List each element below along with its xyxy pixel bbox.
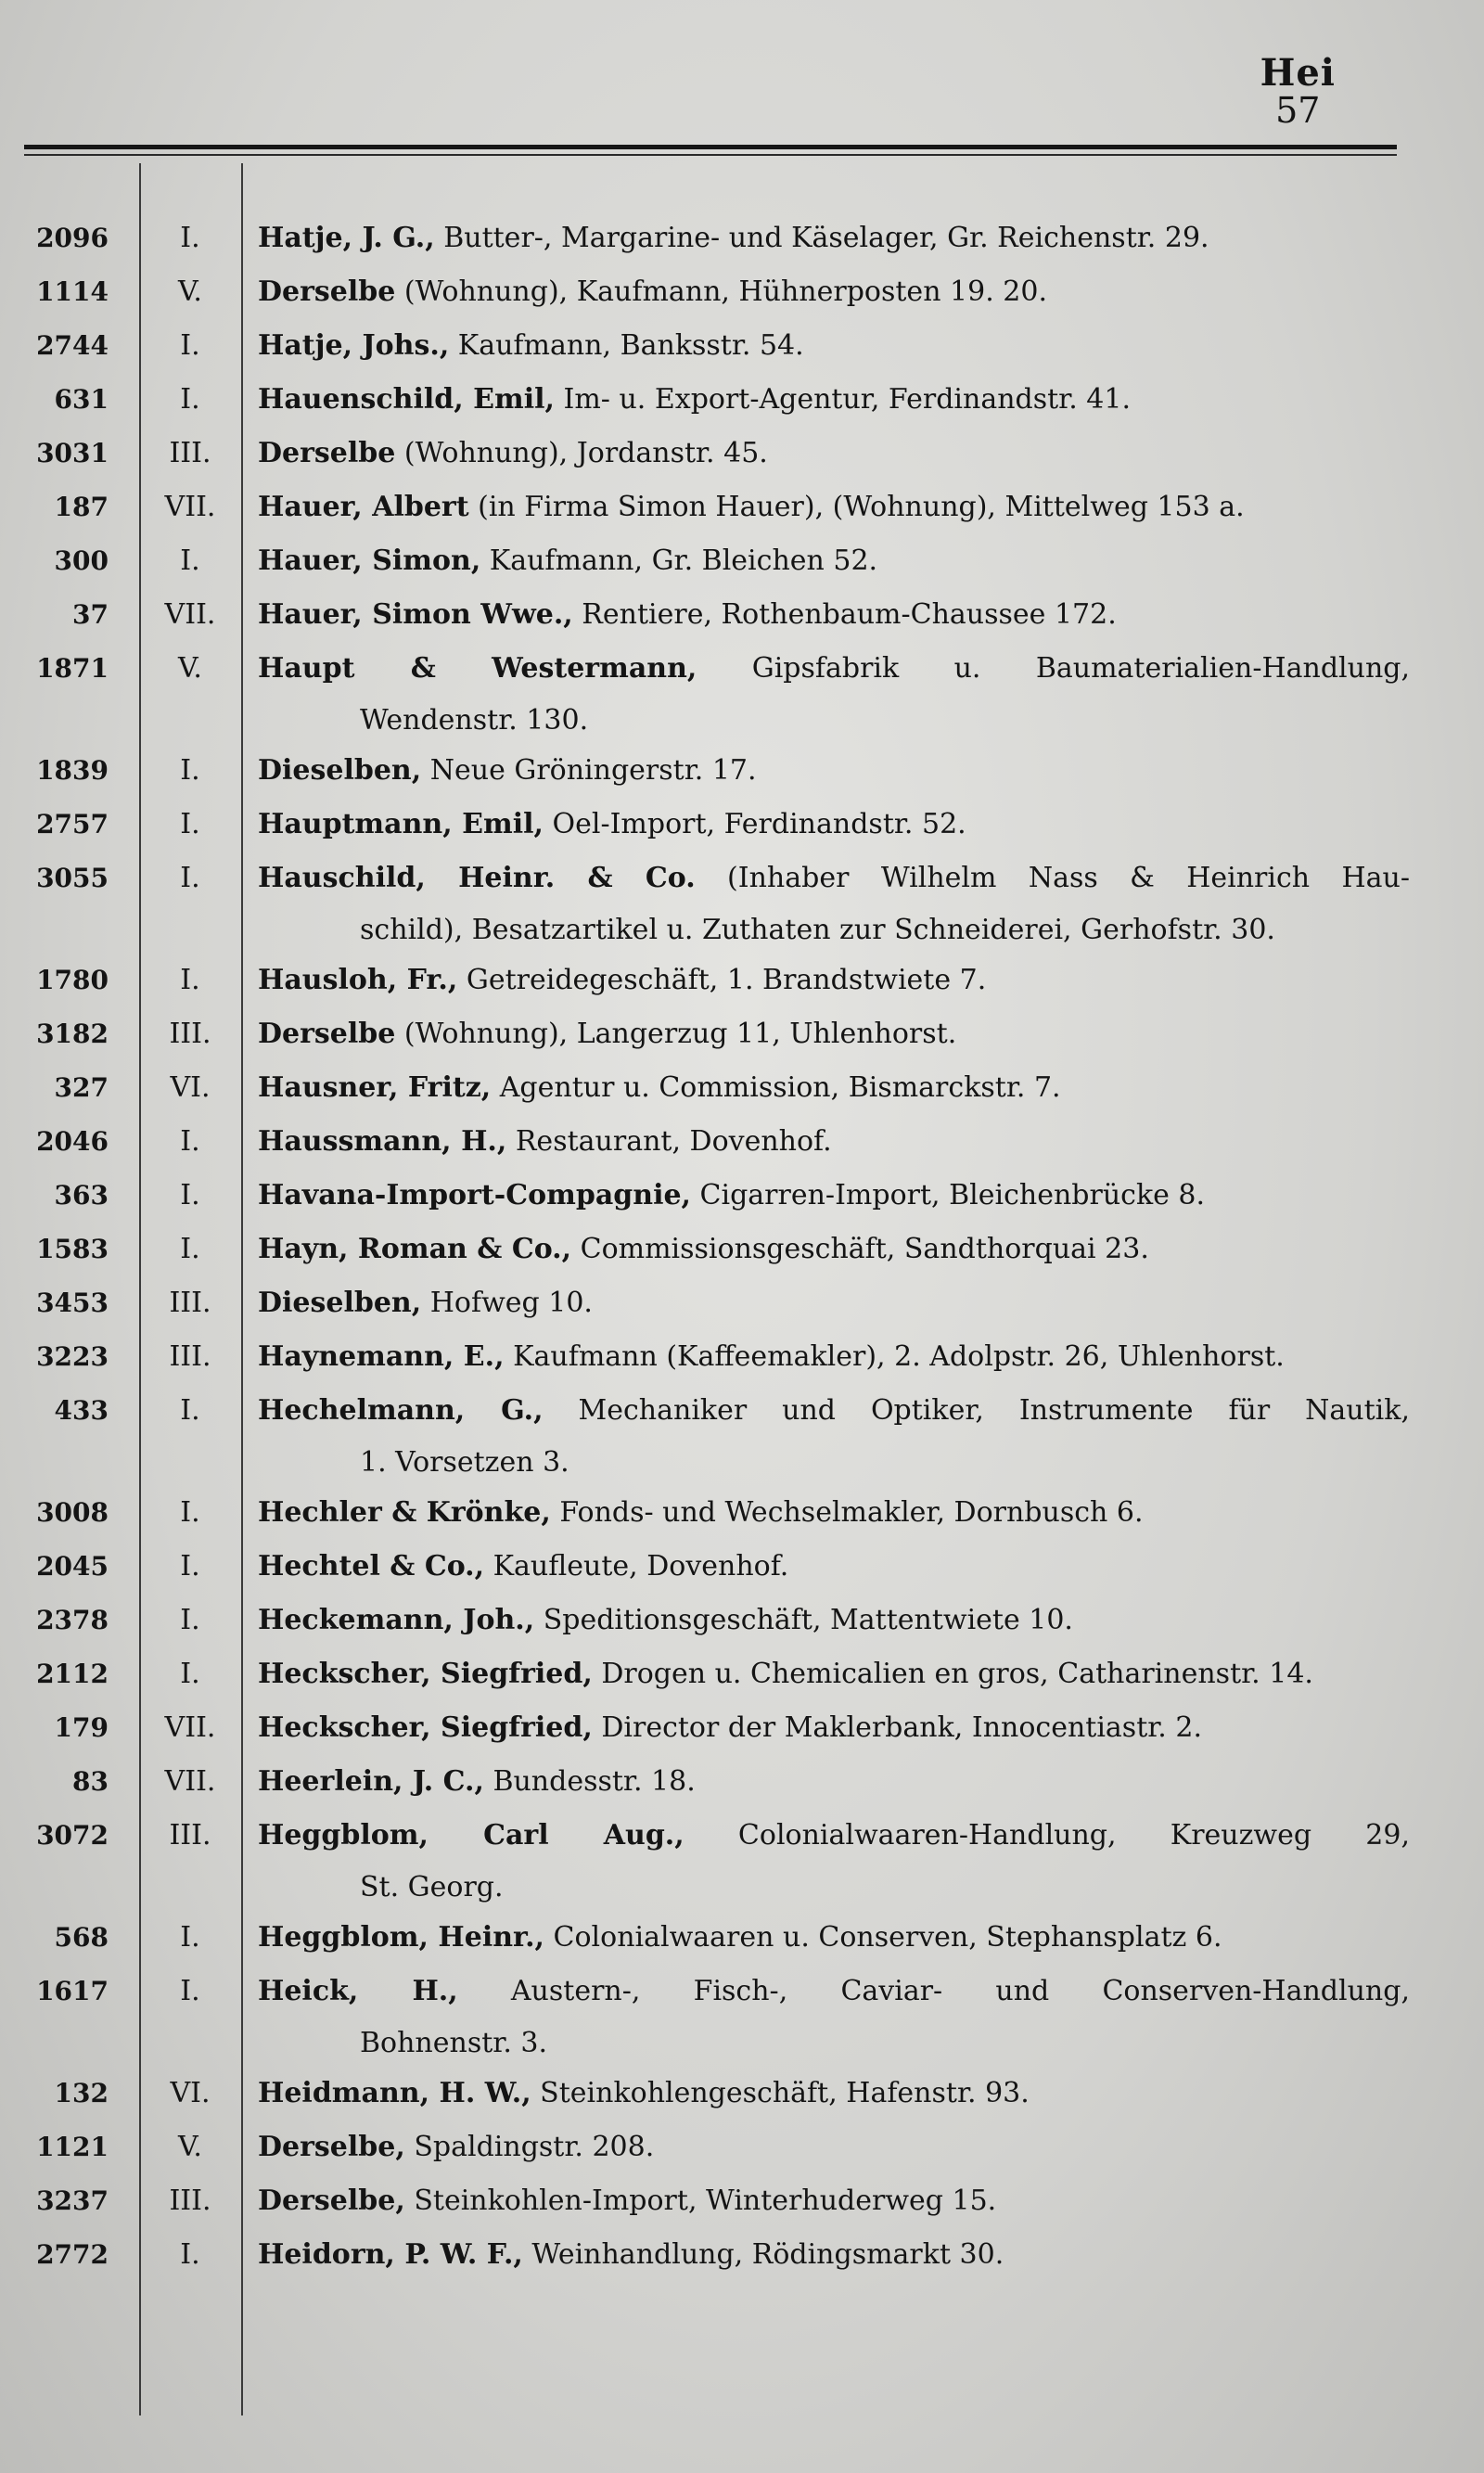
entry-number: 631 bbox=[54, 384, 109, 415]
entry-text bbox=[258, 2067, 1410, 2121]
directory-entry bbox=[0, 2228, 1410, 2282]
entry-description: Mechaniker und Optiker, Instrumente für Nautik, bbox=[543, 1394, 1410, 1427]
entry-text bbox=[258, 2228, 1410, 2282]
entry-description: Fonds- und Wechselmakler, Dornbusch 6. bbox=[550, 1496, 1144, 1529]
entry-description: Rentiere, Rothenbaum-Chaussee 172. bbox=[572, 598, 1117, 631]
entry-district: I. bbox=[180, 222, 200, 254]
entry-text bbox=[258, 1384, 1410, 1438]
entry-number: 1780 bbox=[36, 965, 109, 995]
entry-name: Dieselben, bbox=[258, 754, 422, 787]
entry-description: Neue Gröningerstr. 17. bbox=[421, 754, 757, 787]
entry-text bbox=[258, 1809, 1410, 1863]
entry-text bbox=[258, 588, 1410, 642]
entry-text bbox=[258, 373, 1410, 427]
entry-name: Hauer, Simon Wwe., bbox=[258, 598, 573, 631]
entry-text bbox=[258, 1330, 1410, 1384]
entry-text bbox=[258, 1223, 1410, 1276]
directory-entry bbox=[0, 534, 1410, 588]
entry-district: I. bbox=[180, 1975, 200, 2007]
entry-number: 1583 bbox=[36, 1234, 109, 1264]
entry-name: Heerlein, J. C., bbox=[258, 1765, 484, 1798]
entry-district: III. bbox=[169, 2185, 211, 2217]
entry-text bbox=[258, 1755, 1410, 1809]
directory-entry bbox=[0, 1115, 1410, 1169]
entry-text bbox=[258, 319, 1410, 373]
entry-district: I. bbox=[180, 862, 200, 894]
entry-description: Kaufmann (Kaffeemakler), 2. Adolpstr. 26, Uhlenhorst. bbox=[504, 1340, 1285, 1373]
entry-name: Heckscher, Siegfried, bbox=[258, 1658, 593, 1690]
entry-name: Hauenschild, Emil, bbox=[258, 383, 555, 416]
entry-text bbox=[258, 1911, 1410, 1965]
entry-text bbox=[258, 481, 1410, 534]
entry-district: VII. bbox=[164, 598, 216, 631]
entry-description: (in Firma Simon Hauer), (Wohnung), Mittelweg 153 a. bbox=[468, 491, 1245, 523]
entry-description: Getreidegeschäft, 1. Brandstwiete 7. bbox=[457, 964, 987, 996]
directory-entry bbox=[0, 1809, 1410, 1911]
entry-name: Heckscher, Siegfried, bbox=[258, 1711, 593, 1744]
entry-text bbox=[258, 852, 1410, 905]
entry-number: 2744 bbox=[36, 330, 109, 361]
entry-district: VII. bbox=[164, 491, 216, 523]
entry-description: Oel-Import, Ferdinandstr. 52. bbox=[543, 808, 966, 840]
entry-name: Hausner, Fritz, bbox=[258, 1071, 492, 1104]
entry-district: III. bbox=[169, 1287, 211, 1319]
entry-district: I. bbox=[180, 808, 200, 840]
entry-text bbox=[258, 1701, 1410, 1755]
entry-district: I. bbox=[180, 1233, 200, 1265]
entry-description: Kaufmann, Banksstr. 54. bbox=[449, 329, 804, 362]
entry-district: III. bbox=[169, 437, 211, 469]
entry-number: 132 bbox=[54, 2078, 109, 2108]
header-rule-thick bbox=[24, 145, 1397, 149]
directory-entry bbox=[0, 1061, 1410, 1115]
entry-name: Haupt & Westermann, bbox=[258, 652, 697, 685]
entry-district: I. bbox=[180, 1658, 200, 1690]
entry-number: 1114 bbox=[36, 276, 109, 307]
directory-entry bbox=[0, 481, 1410, 534]
entry-name: Heick, H., bbox=[258, 1975, 458, 2007]
entry-number: 37 bbox=[72, 599, 109, 630]
entry-continuation: 1. Vorsetzen 3. bbox=[360, 1446, 569, 1479]
entry-name: Derselbe, bbox=[258, 2185, 405, 2217]
directory-entry bbox=[0, 1911, 1410, 1965]
directory-entry bbox=[0, 1330, 1410, 1384]
entry-text bbox=[258, 1486, 1410, 1540]
entry-description: Kaufleute, Dovenhof. bbox=[484, 1550, 789, 1582]
entry-name: Derselbe bbox=[258, 275, 396, 308]
entry-number: 327 bbox=[54, 1072, 109, 1103]
directory-entry bbox=[0, 1007, 1410, 1061]
directory-entry bbox=[0, 954, 1410, 1007]
header-keyword: Hei bbox=[1260, 51, 1336, 95]
entry-number: 568 bbox=[54, 1922, 109, 1953]
entry-number: 3223 bbox=[36, 1341, 109, 1372]
entry-name: Haynemann, E., bbox=[258, 1340, 505, 1373]
page-header bbox=[1260, 51, 1336, 131]
entry-description: Agentur u. Commission, Bismarckstr. 7. bbox=[491, 1071, 1061, 1104]
entry-name: Derselbe, bbox=[258, 2131, 405, 2163]
directory-entry bbox=[0, 798, 1410, 852]
entry-text bbox=[258, 2174, 1410, 2228]
page-number: 57 bbox=[1275, 90, 1321, 131]
entry-number: 363 bbox=[54, 1180, 109, 1211]
entry-text bbox=[258, 1061, 1410, 1115]
entry-name: Dieselben, bbox=[258, 1287, 422, 1319]
entry-name: Heidmann, H. W., bbox=[258, 2077, 531, 2109]
entry-description: Restaurant, Dovenhof. bbox=[506, 1125, 832, 1158]
entry-name: Heckemann, Joh., bbox=[258, 1604, 535, 1636]
entry-text bbox=[258, 1169, 1410, 1223]
entry-description: Bundesstr. 18. bbox=[483, 1765, 696, 1798]
entry-name: Havana-Import-Compagnie, bbox=[258, 1179, 691, 1211]
entry-text bbox=[258, 1540, 1410, 1594]
entry-number: 3182 bbox=[36, 1019, 109, 1049]
entry-name: Hauptmann, Emil, bbox=[258, 808, 544, 840]
entry-continuation: Bohnenstr. 3. bbox=[360, 2027, 548, 2059]
entry-number: 2112 bbox=[36, 1659, 109, 1689]
entry-district: I. bbox=[180, 2238, 200, 2271]
entry-district: I. bbox=[180, 1179, 200, 1211]
entry-number: 3031 bbox=[36, 438, 109, 468]
entry-number: 1839 bbox=[36, 755, 109, 786]
entry-number: 1121 bbox=[36, 2132, 109, 2162]
entry-district: I. bbox=[180, 1125, 200, 1158]
entry-description: Kaufmann, Gr. Bleichen 52. bbox=[480, 545, 878, 577]
entry-number: 83 bbox=[72, 1766, 109, 1797]
entry-number: 3237 bbox=[36, 2185, 109, 2216]
entry-district: VII. bbox=[164, 1765, 216, 1798]
entry-number: 433 bbox=[54, 1395, 109, 1426]
directory-entry bbox=[0, 1540, 1410, 1594]
directory-entry bbox=[0, 2067, 1410, 2121]
entry-number: 3055 bbox=[36, 863, 109, 893]
entry-district: V. bbox=[178, 275, 202, 308]
entry-district: III. bbox=[169, 1340, 211, 1373]
entry-number: 179 bbox=[54, 1712, 109, 1743]
directory-entry bbox=[0, 744, 1410, 798]
entry-number: 3072 bbox=[36, 1820, 109, 1851]
entry-name: Heidorn, P. W. F., bbox=[258, 2238, 523, 2271]
entry-description: (Wohnung), Kaufmann, Hühnerposten 19. 20. bbox=[395, 275, 1048, 308]
entry-text bbox=[258, 2121, 1410, 2174]
entry-district: I. bbox=[180, 545, 200, 577]
entry-name: Hayn, Roman & Co., bbox=[258, 1233, 572, 1265]
entry-name: Heggblom, Carl Aug., bbox=[258, 1819, 684, 1852]
entry-description: Austern-, Fisch-, Caviar- und Conserven-Handlung, bbox=[457, 1975, 1410, 2007]
entry-district: I. bbox=[180, 329, 200, 362]
entry-text bbox=[258, 211, 1410, 265]
entry-district: I. bbox=[180, 964, 200, 996]
entry-name: Hauschild, Heinr. & Co. bbox=[258, 862, 696, 894]
directory-entry bbox=[0, 1384, 1410, 1486]
entry-district: VI. bbox=[170, 1071, 211, 1104]
entry-name: Hauer, Albert bbox=[258, 491, 469, 523]
entry-text bbox=[258, 1965, 1410, 2018]
entry-number: 187 bbox=[54, 492, 109, 522]
entry-description: Steinkohlen-Import, Winterhuderweg 15. bbox=[404, 2185, 997, 2217]
entry-district: I. bbox=[180, 1921, 200, 1954]
entry-district: V. bbox=[178, 2131, 202, 2163]
entry-text bbox=[258, 642, 1410, 696]
entry-description: Spaldingstr. 208. bbox=[404, 2131, 655, 2163]
entry-name: Hauer, Simon, bbox=[258, 545, 481, 577]
entry-number: 2772 bbox=[36, 2239, 109, 2270]
entry-number: 3008 bbox=[36, 1497, 109, 1528]
entry-name: Hechler & Krönke, bbox=[258, 1496, 551, 1529]
entry-description: Weinhandlung, Rödingsmarkt 30. bbox=[522, 2238, 1004, 2271]
entry-name: Hechtel & Co., bbox=[258, 1550, 485, 1582]
entry-district: III. bbox=[169, 1819, 211, 1852]
entry-continuation: schild), Besatzartikel u. Zuthaten zur Schneiderei, Gerhofstr. 30. bbox=[360, 914, 1275, 946]
directory-entry bbox=[0, 373, 1410, 427]
entry-description: Butter-, Margarine- und Käselager, Gr. Reichenstr. 29. bbox=[434, 222, 1209, 254]
entry-name: Hatje, Johs., bbox=[258, 329, 450, 362]
directory-entry bbox=[0, 2121, 1410, 2174]
entry-name: Hausloh, Fr., bbox=[258, 964, 458, 996]
entry-description: Hofweg 10. bbox=[421, 1287, 593, 1319]
directory-entry bbox=[0, 1276, 1410, 1330]
entry-description: Speditionsgeschäft, Mattentwiete 10. bbox=[534, 1604, 1073, 1636]
entry-name: Derselbe bbox=[258, 1018, 396, 1050]
directory-entry bbox=[0, 265, 1410, 319]
directory-entry bbox=[0, 1701, 1410, 1755]
entry-number: 2096 bbox=[36, 223, 109, 253]
entry-name: Hechelmann, G., bbox=[258, 1394, 544, 1427]
directory-entry bbox=[0, 588, 1410, 642]
directory-entry bbox=[0, 1169, 1410, 1223]
entry-district: I. bbox=[180, 1496, 200, 1529]
entry-text bbox=[258, 1115, 1410, 1169]
entry-number: 1617 bbox=[36, 1976, 109, 2006]
header-rule-thin bbox=[24, 154, 1397, 156]
directory-entry bbox=[0, 642, 1410, 744]
entry-number: 3453 bbox=[36, 1288, 109, 1318]
directory-entry bbox=[0, 427, 1410, 481]
entry-text bbox=[258, 534, 1410, 588]
entry-description: Im- u. Export-Agentur, Ferdinandstr. 41. bbox=[554, 383, 1132, 416]
directory-entry bbox=[0, 1594, 1410, 1647]
entry-district: I. bbox=[180, 1394, 200, 1427]
entry-continuation: Wendenstr. 130. bbox=[360, 704, 589, 737]
entry-name: Hatje, J. G., bbox=[258, 222, 435, 254]
directory-entry bbox=[0, 1965, 1410, 2067]
entry-text bbox=[258, 744, 1410, 798]
entry-text bbox=[258, 1594, 1410, 1647]
directory-entry bbox=[0, 1755, 1410, 1809]
entry-number: 2045 bbox=[36, 1551, 109, 1582]
entry-name: Derselbe bbox=[258, 437, 396, 469]
entry-text bbox=[258, 427, 1410, 481]
entry-description: Cigarren-Import, Bleichenbrücke 8. bbox=[691, 1179, 1206, 1211]
entry-number: 1871 bbox=[36, 653, 109, 684]
entry-district: I. bbox=[180, 1550, 200, 1582]
entry-number: 2046 bbox=[36, 1126, 109, 1157]
entry-description: (Wohnung), Langerzug 11, Uhlenhorst. bbox=[395, 1018, 957, 1050]
entry-text bbox=[258, 1276, 1410, 1330]
entry-district: VI. bbox=[170, 2077, 211, 2109]
directory-entry bbox=[0, 1647, 1410, 1701]
entry-description: Colonialwaaren u. Conserven, Stephansplatz 6. bbox=[544, 1921, 1222, 1954]
entry-number: 2378 bbox=[36, 1605, 109, 1635]
entry-number: 2757 bbox=[36, 809, 109, 839]
entry-district: I. bbox=[180, 1604, 200, 1636]
entry-text bbox=[258, 798, 1410, 852]
entry-district: I. bbox=[180, 754, 200, 787]
entry-name: Heggblom, Heinr., bbox=[258, 1921, 544, 1954]
entry-description: (Wohnung), Jordanstr. 45. bbox=[395, 437, 768, 469]
entry-district: III. bbox=[169, 1018, 211, 1050]
entry-district: I. bbox=[180, 383, 200, 416]
directory-entry bbox=[0, 2174, 1410, 2228]
entry-number: 300 bbox=[54, 545, 109, 576]
entry-district: VII. bbox=[164, 1711, 216, 1744]
entry-description: Gipsfabrik u. Baumaterialien-Handlung, bbox=[697, 652, 1411, 685]
directory-entry bbox=[0, 1486, 1410, 1540]
entry-district: V. bbox=[178, 652, 202, 685]
entry-description: Steinkohlengeschäft, Hafenstr. 93. bbox=[531, 2077, 1030, 2109]
entry-description: Commissionsgeschäft, Sandthorquai 23. bbox=[571, 1233, 1149, 1265]
entry-description: Director der Maklerbank, Innocentiastr. 2. bbox=[592, 1711, 1202, 1744]
directory-entries bbox=[0, 211, 1484, 2282]
entry-description: Drogen u. Chemicalien en gros, Catharinenstr. 14. bbox=[592, 1658, 1313, 1690]
entry-continuation: St. Georg. bbox=[360, 1871, 504, 1903]
entry-description: Colonialwaaren-Handlung, Kreuzweg 29, bbox=[684, 1819, 1410, 1852]
directory-entry bbox=[0, 319, 1410, 373]
entry-text bbox=[258, 1647, 1410, 1701]
entry-description: (Inhaber Wilhelm Nass & Heinrich Hau- bbox=[695, 862, 1410, 894]
directory-entry bbox=[0, 211, 1410, 265]
directory-entry bbox=[0, 1223, 1410, 1276]
entry-text bbox=[258, 265, 1410, 319]
directory-entry bbox=[0, 852, 1410, 954]
entry-text bbox=[258, 954, 1410, 1007]
entry-text bbox=[258, 1007, 1410, 1061]
entry-name: Haussmann, H., bbox=[258, 1125, 507, 1158]
